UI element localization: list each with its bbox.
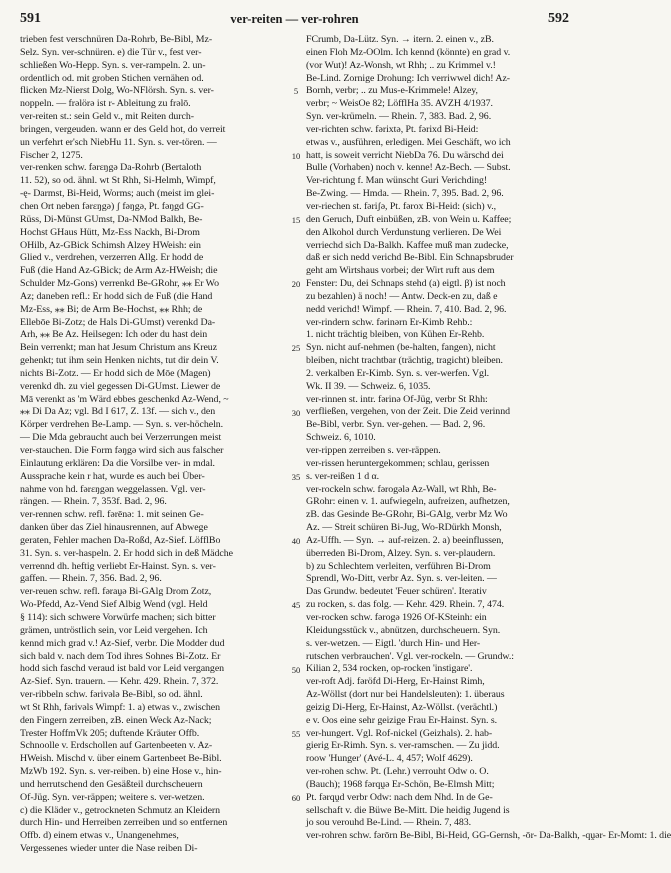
text-line: ver-renken schw. fərεŋgə Da-Rohrb (Bertaloth — [20, 162, 202, 174]
text-line: 31. Syn. s. ver-haspeln. 2. Er hodd sich in deß Mädche — [20, 547, 233, 559]
text-line: Wo-Pfedd, Az-Vend Sief Albig Wend (vgl. Held — [20, 599, 208, 611]
text-line: un verfehrt er'sch NiebHu 11. Syn. s. ver-tören. — — [20, 136, 217, 148]
text-line: Kilian 2, 534 rocken, op-rocken 'instigare'. — [306, 663, 473, 675]
text-line: Wk. II 39. — Schweiz. 6, 1035. — [306, 380, 431, 392]
text-line: geizig Di-Herg, Er-Hainst, Az-Wöllst. (verächtl.) — [306, 701, 498, 713]
text-line: geht am Wirtshaus vorbei; der Wirt ruft aus dem — [306, 265, 495, 277]
text-line: Az; daneben refl.: Er hodd sich de Fuß (die Hand — [20, 290, 213, 302]
text-line: Of-Jüg. Syn. ver-räppen; weitere s. ver-wetzen. — [20, 791, 205, 803]
line-number: 10 — [291, 150, 301, 161]
text-line: und herrutschend den Gesäßteil durchscheuern — [20, 778, 203, 790]
text-line: FCrumb, Da-Lütz. Syn. → itern. 2. einen v., zB. — [306, 34, 494, 45]
text-line: Glied v., verdrehen, verzerren Allg. Er hodd de — [20, 252, 204, 264]
text-line: danken über das Ziel hinausrennen, auf Abwege — [20, 522, 208, 534]
text-line: gaffen. — Rhein. 7, 356. Bad. 2, 96. — [20, 573, 162, 585]
text-line: § 114): sich schwere Vorwürfe machen; sich bitter — [20, 611, 216, 623]
text-line: überreden Bi-Drom, Alzey. Syn. s. ver-plaudern. — [306, 547, 496, 559]
text-line: MzWb 192. Syn. s. ver-reiben. b) eine Hose v., hin- — [20, 766, 222, 778]
right-column — [306, 34, 671, 843]
page-header — [20, 8, 569, 30]
line-number: 30 — [291, 407, 301, 418]
text-line: noppeln. — frəlörə ist r- Ableitung zu frəlō. — [20, 98, 191, 110]
left-column — [20, 34, 286, 856]
text-line: ver-hungert. Vgl. Rof-nickel (Geizhals). 2. hab- — [306, 727, 493, 739]
text-line: grämen, untröstlich sein, vor Leid vergehen. Ich — [20, 624, 208, 636]
text-line: den Geruch, Duft einbüßen, zB. von Wein u. Kaffee; — [306, 213, 512, 225]
text-line: Be-Lind. Zornige Drohung: Ich verriwwel dich! Az- — [306, 72, 511, 84]
text-line: -ę- Darmst, Bi-Heid, Worms; auch (meist im glei- — [20, 188, 215, 200]
text-line: Az-Uffh. — Syn. → auf-reizen. 2. a) beeinflussen, — [306, 534, 504, 546]
text-line: Körper verdrehen Be-Lamp. — Syn. s. ver-höcheln. — [20, 419, 224, 431]
text-line: ver-rohen schw. Pt. (Lehr.) verrouht Odw o. O. — [306, 766, 489, 778]
line-number: 50 — [291, 664, 301, 675]
line-number: 40 — [291, 536, 301, 547]
text-line: Fenster: Du, dei Schnaps stehd (a) eigtl. β) ist noch — [306, 278, 506, 290]
text-line: hatt, is soweit verricht NiebDa 76. Du wärschd dei — [306, 149, 504, 161]
text-line: Syn. nicht auf-nehmen (be-halten, fangen), nicht — [306, 342, 496, 354]
text-line: Schnoolle v. Erdschollen auf Gartenbeeten v. Az- — [20, 740, 213, 752]
text-line: s. ver-wetzen. — Eigtl. 'durch Hin- und Her- — [306, 637, 481, 649]
text-line: ver-rindern schw. fərinərn Er-Kimb Rehb.: — [306, 316, 473, 328]
text-line: daß er sich nedd verichd Be-Bibl. Ein Schnapsbruder — [306, 252, 514, 264]
line-number: 35 — [291, 471, 301, 482]
text-line: Fuß (die Hand Az-GBick; de Arm Az-HWeish; die — [20, 265, 218, 277]
text-line: 11. 52), so od. ähnl. wt St Rhh, Si-Helmh, Wimpf, — [20, 175, 216, 187]
text-line: ver-reuen schw. refl. fəraṷə Bi-GAlg Drom Zotz, — [20, 586, 212, 598]
text-line: ver-stauchen. Die Form fəŋgə wird sich aus falscher — [20, 445, 224, 456]
text-line: Ellebōe Bi-Zotz; de Hals Di-GUmst) verenkd Da- — [20, 316, 216, 328]
text-line: Einlautung erklären: Da die Vorsilbe ver- in mdal. — [20, 457, 215, 469]
text-line: verrennd dh. heftig verliebt Er-Hainst. Syn. s. ver- — [20, 560, 216, 572]
text-line: ver-rohren schw. fərōrn Be-Bibl, Bi-Heid, GG-Gernsh, -ōr- Da-Balkh, -qṷər- Er-Momt: 1. die — [306, 830, 671, 842]
text-line: b) zu Schlechtem verleiten, verführen Bi-Drom — [306, 560, 491, 572]
text-line: ordentlich od. mit groben Stichen vernähen od. — [20, 72, 204, 84]
line-number: 45 — [291, 600, 301, 611]
line-number: 5 — [293, 86, 299, 97]
text-line: Sprendl, Wo-Ditt, verbr Az. Syn. s. ver-leiten. — — [306, 573, 497, 585]
text-line: ver-rockeln schw. fərogələ Az-Wall, wt Rhh, Be- — [306, 483, 497, 495]
page-number-left: 591 — [20, 11, 41, 26]
text-line: Az. — Streit schüren Bi-Jug, Wo-RDürkh Monsh, — [306, 522, 502, 534]
text-line: Syn. ver-krümeln. — Rhein. 7, 383. Bad. 2, 96. — [306, 111, 492, 123]
text-line: (vor Wut)! Az-Wonsh, wt Rhh; .. zu Krimmel v.! — [306, 59, 496, 71]
text-line: Bornh, verbr; .. zu Mus-e-Krimmele! Alzey, — [306, 85, 478, 97]
text-line: geraten, Fehler machen Da-Roßd, Az-Sief. LöfflBo — [20, 534, 221, 546]
text-line: — Die Mda gebraucht auch bei Verzerrungen meist — [20, 432, 222, 444]
page-number-right: 592 — [547, 11, 569, 26]
text-line: nichts Bi-Zotz. — Er hodd sich de Mōe (Magen) — [20, 367, 211, 379]
line-number: 25 — [291, 343, 301, 354]
text-line: (Bauch); 1968 fərqṷə Er-Schön, Be-Elmsh Mitt; — [306, 778, 495, 790]
text-line: verbr; ~ WeisOe 82; LöfflHa 35. AVZH 4/1937. — [306, 98, 493, 110]
text-line: durch Hin- und Herreiben zerreiben und so entfernen — [20, 817, 228, 829]
text-line: Vergessenes wieder unter die Nase reiben Di- — [20, 843, 198, 855]
text-line: rutschen verbrauchen'. Vgl. ver-rockeln. — Grundw.: — [306, 650, 514, 662]
text-line: roow 'Hunger' (Avé-L. 4, 457; Wolf 4629). — [306, 753, 473, 765]
text-line: chen Ort neben fərεŋgə) ʃ fəŋgə, Pt. fəŋgd GG- — [20, 200, 204, 212]
text-line: zu rocken, s. das folg. — Kehr. 429. Rhein. 7, 474. — [306, 599, 505, 611]
text-line: kennd mich grad v.! Az-Sief, verbr. Die Modder dud — [20, 637, 225, 649]
text-line: gehenkt; tut ihm sein Henken nichts, tut dir dein V. — [20, 355, 219, 367]
text-line: ver-rocken schw. fərogə 1926 Of-KSteinh: ein — [306, 611, 487, 623]
text-line: ver-rissen heruntergekommen; schlau, gerissen — [306, 457, 490, 469]
text-line: nahme von hd. fərεŋgən weggelassen. Vgl. ver- — [20, 483, 206, 495]
line-number: 20 — [291, 279, 301, 290]
text-line: Fischer 2, 1275. — [20, 149, 83, 161]
text-line: c) die Kläder v., getrockneten Schmutz an Kleidern — [20, 804, 221, 816]
text-line: ver-riechen st. fəriʃə, Pt. fərox Bi-Heid: (sich) v., — [306, 200, 497, 212]
text-line: ver-ribbeln schw. fərivələ Be-Bibl, so od. ähnl. — [20, 689, 203, 701]
text-line: ver-roft Adj. fəröfd Di-Herg, Er-Hainst Rimh, — [306, 676, 485, 688]
text-line: zB. das Gesinde Be-GRohr, Bi-GAlg, verbr Mz Wo — [306, 509, 508, 521]
text-line: Ver-richtung f. Man wünscht Guri Verichding! — [306, 175, 488, 187]
text-line: einen Floh Mz-OOlm. Ich kennd (könnte) en grad v. — [306, 46, 511, 58]
text-line: hodd sich faschd veraud ist bald vor Leid vergangen — [20, 663, 225, 675]
text-line: Bulle (Vorhaben) noch v. kenne! Az-Bech. — Subst. — [306, 162, 511, 174]
line-number: 15 — [291, 214, 301, 225]
text-line: Schweiz. 6, 1010. — [306, 432, 376, 444]
text-line: schließen Wo-Hepp. Syn. s. ver-rampeln. 2. un- — [20, 59, 206, 71]
text-line: verfließen, vergehen, von der Zeit. Die Zeid verinnd — [306, 406, 510, 418]
text-line: GRohr: einen v. 1. aufwiegeln, aufreizen, aufhetzen, — [306, 496, 510, 508]
text-line: ver-reiten st.: sein Geld v., mit Reiten durch- — [20, 111, 194, 123]
text-line: gierig Er-Rimh. Syn. s. ver-ramschen. — Zu jidd. — [306, 740, 500, 752]
text-line: Aussprache kein r hat, wurde es auch bei Über- — [20, 470, 205, 482]
text-line: Das Grundw. bedeutet 'Feuer schüren'. Iterativ — [306, 586, 487, 598]
text-line: den Fingern zerreiben, zB. einen Weck Az-Nack; — [20, 714, 212, 726]
text-line: Arh, ⁎⁎ Be Az. Heilsegen: Ich oder du hast dein — [20, 329, 208, 341]
line-number: 60 — [291, 793, 301, 804]
text-line: Offb. d) einem etwas v., Unangenehmes, — [20, 830, 179, 842]
text-line: trieben fest verschnüren Da-Rohrb, Be-Bibl, Mz- — [20, 34, 213, 45]
text-line: ver-rippen zerreiben s. ver-räppen. — [306, 445, 441, 456]
text-line: ver-rennen schw. refl. fərēnə: 1. mit seinen Ge- — [20, 509, 204, 521]
running-head: ver-reiten — ver-rohren — [230, 11, 359, 26]
text-line: Be-Zwing. — Hmda. — Rhein. 7, 395. Bad. 2, 96. — [306, 188, 504, 200]
text-line: HWeish. Mischd v. über einem Gartenbeet Be-Bibl. — [20, 753, 222, 765]
text-line: Schulder Mz-Gons) verrenkd Be-GRohr, ⁎⁎ Er Wo — [20, 278, 220, 290]
text-line: Be-Bibl, verbr. Syn. ver-gehen. — Bad. 2, 96. — [306, 419, 486, 431]
text-line: s. ver-reißen 1 d α. — [306, 470, 380, 482]
text-line: flicken Mz-Nierst Dolg, Wo-NFlörsh. Syn. s. ver- — [20, 85, 214, 97]
text-line: nedd verichd! Wimpf. — Rhein. 7, 410. Bad. 2, 96. — [306, 303, 507, 315]
line-number: 55 — [291, 728, 301, 739]
text-line: bleiben, nicht trachtbar (trächtig, tragicht) bleiben. — [306, 355, 503, 367]
text-line: Pt. fərqṷd verbr Odw: nach dem Nhd. In de Ge- — [306, 791, 493, 803]
text-line: ⁎⁎ Di Da Az; vgl. Bd I 617, Z. 13f. — sich v., den — [20, 406, 216, 418]
text-line: Az-Wöllst (dort nur bei Handelsleuten): 1. überaus — [306, 689, 505, 701]
text-line: 2. verkalben Er-Kimb. Syn. s. ver-werfen. Vgl. — [306, 367, 490, 379]
text-line: Hochst GHaus Hütt, Mz-Ess Nackh, Bi-Drom — [20, 226, 200, 238]
text-line: ver-rinnen st. intr. fərinə Of-Jüg, verbr St Rhh: — [306, 393, 488, 405]
text-line: Trester HoffmVk 205; duftende Kräuter Offb. — [20, 727, 200, 739]
text-line: bringen, vergeuden. wann er des Geld hot, do verreit — [20, 123, 226, 135]
text-line: verenkd dh. zu viel gegessen Di-GUmst. Liewer de — [20, 380, 221, 392]
text-line: Bein verrenkt; man hat Jesum Christum ans Kreuz — [20, 342, 218, 354]
text-line: OHilb, Az-GBick Schimsh Alzey HWeish: ein — [20, 239, 201, 251]
text-line: ver-richten schw. fərixtə, Pt. fərixd Bi-Heid: — [306, 123, 479, 135]
text-line: verriechd sich Da-Balkh. Kaffee muß man zudecke, — [306, 239, 509, 251]
text-line: Selz. Syn. ver-schnüren. e) die Tür v., fest ver- — [20, 46, 202, 58]
text-line: jo sou verouhd Be-Lind. — Rhein. 7, 483. — [306, 817, 472, 829]
text-line: zu bezahlen) ä noch! — Antw. Deck-en zu, daß e — [306, 290, 498, 302]
text-line: Rüss, Di-Münst GUmst, Da-NMod Balkh, Be- — [20, 213, 203, 225]
text-line: sich bald v. nach dem Tod ihres Sohnes Bi-Zotz. Er — [20, 650, 221, 662]
text-line: e v. Oos eine sehr geizige Frau Er-Hainst. Syn. s. — [306, 714, 498, 726]
text-line: wt St Rhh, fərivəls Wimpf: 1. a) etwas v., zwischen — [20, 701, 220, 713]
text-line: Mā verenkt as 'm Wärd ebbes geschenkd Az-Wend, ~ — [20, 393, 229, 405]
text-line: Az-Sief. Syn. trauern. — Kehr. 429. Rhein. 7, 372. — [20, 676, 219, 688]
text-line: etwas v., ausführen, erledigen. Mei Geschäft, wo ich — [306, 136, 511, 148]
text-line: Mz-Ess, ⁎⁎ Bi; de Arm Be-Hochst, ⁎⁎ Rhh; de — [20, 303, 203, 315]
text-line: sellschaft v. die Büwe Be-Mitt. Die heidig Jugend is — [306, 804, 510, 816]
text-line: Kleidungsstück v., abnützen, durchscheuern. Syn. — [306, 624, 501, 636]
text-line: rängen. — Rhein. 7, 353f. Bad. 2, 96. — [20, 496, 167, 508]
text-line: 1. nicht trächtig bleiben, von Kühen Er-Rehb. — [306, 329, 485, 341]
text-line: den Alkohol durch Verdunstung verlieren. De Wei — [306, 226, 502, 238]
